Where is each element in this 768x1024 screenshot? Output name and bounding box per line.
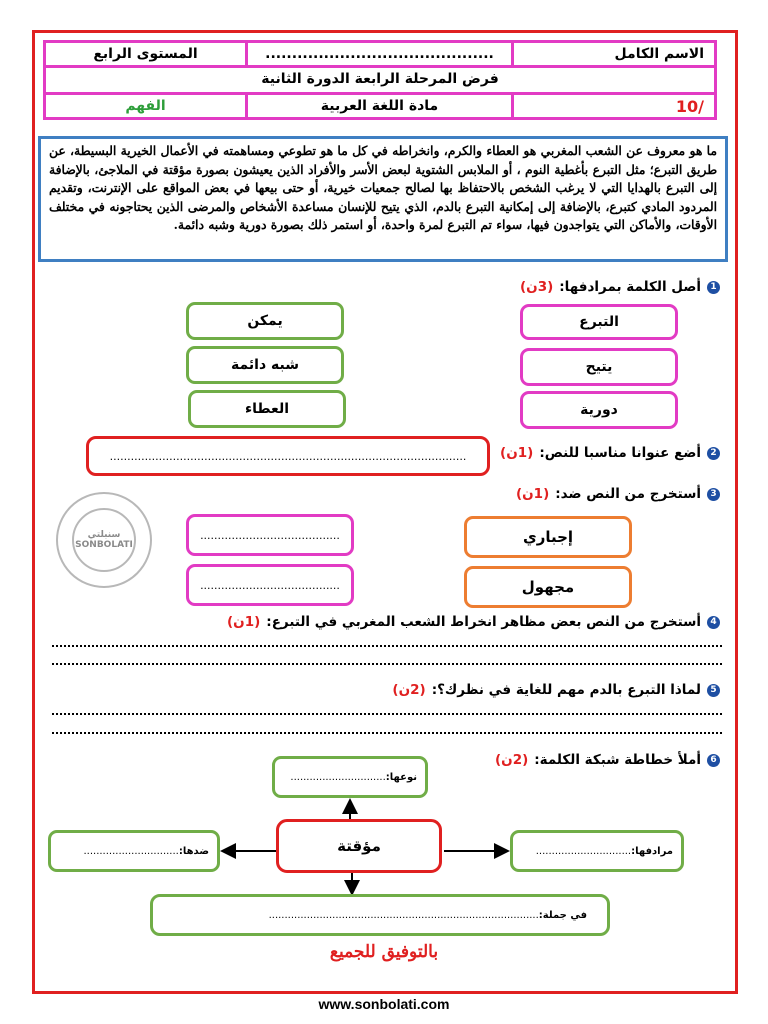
word-text: دورية — [580, 402, 618, 418]
question-5-text: لماذا التبرع بالدم مهم للغاية في نظرك؟: — [431, 682, 701, 698]
word-map-center — [276, 819, 442, 873]
word-text: يمكن — [247, 313, 283, 329]
score-text: /10 — [675, 96, 704, 116]
reading-text: ما هو معروف عن الشعب المغربي هو العطاء والكرم، وانخراطه في كل ما هو تطوعي ومساهمته في الأعمال الخيرية البسيطة، عن طريق التبرع؛ مثل التبرع بأغطية النوم ، أو الملابس الشتوية لبعض الأسر والأفراد الذين يعيشون بصورة مؤقتة في الملاجئ، بالإضافة إلى التبرع بالهدايا التي لا يرغب الشخص بالاحتفاظ بها لصالح جمعيات خيرية، أو حتى بيعها في بعض المواقع على الإنترنت، وتقديم المردود المادي كتبرع، بالإضافة إلى إمكانية التبرع بالدم، الذي يتيح للإنسان مساعدة الأشخاص والمرضى الذين يحتاجونه في مختلف الأوقات، والأماكن التي يتواجدون فيها، سواء تم التبرع لمرة واحدة، أو استمر ذلك بصورة دورية وشبه دائمة. — [49, 143, 717, 233]
question-number-2: 2 — [707, 447, 720, 460]
title-answer-blank[interactable]: ...................................................................................................... — [109, 449, 467, 463]
word-map-sentence-box[interactable] — [150, 894, 610, 936]
footer-website[interactable]: www.sonbolati.com — [318, 996, 450, 1012]
seal-latin: SONBOLATI — [75, 540, 133, 550]
question-number-3: 3 — [707, 488, 720, 501]
word-text: شبه دائمة — [231, 357, 299, 373]
closing-wish: بالتوفيق للجميع — [329, 942, 439, 962]
level-text: المستوى الرابع — [93, 46, 198, 62]
question-3-points: (1ن) — [515, 486, 550, 502]
word-text: يتيح — [585, 359, 613, 375]
question-5-points: (2ن) — [392, 682, 426, 698]
word-text: العطاء — [245, 401, 290, 417]
type-label: نوعها: — [385, 771, 417, 783]
word-text: إجباري — [522, 528, 574, 546]
name-blank[interactable]: ........................................... — [265, 46, 494, 62]
question-2-text: أضع عنوانا مناسبا للنص: — [539, 445, 701, 461]
question-4-text: أستخرج من النص بعض مظاهر انخراط الشعب المغربي في التبرع: — [266, 614, 701, 630]
question-number-5: 5 — [707, 684, 720, 697]
exam-title: فرض المرحلة الرابعة الدورة الثانية — [261, 71, 499, 87]
type-blank[interactable]: .............................. — [290, 771, 386, 783]
antonym-blank[interactable]: ........................................ — [200, 578, 340, 592]
question-4-points: (1ن) — [227, 614, 261, 630]
question-number-1: 1 — [707, 281, 720, 294]
word-map-synonym-box[interactable] — [510, 830, 684, 872]
subject-text: مادة اللغة العربية — [320, 98, 439, 114]
antonym-blank[interactable]: ........................................ — [200, 528, 340, 542]
question-1-text: أصل الكلمة بمرادفها: — [559, 279, 701, 295]
question-6-points: (2ن) — [495, 752, 529, 768]
question-number-4: 4 — [707, 616, 720, 629]
word-text: مجهول — [521, 578, 575, 596]
question-2-points: (1ن) — [500, 445, 534, 461]
seal-name: سنبلتي — [87, 530, 121, 540]
full-name-label: الاسم الكامل — [614, 46, 704, 62]
word-text: التبرع — [579, 314, 619, 330]
synonym-label: مرادفها: — [631, 845, 673, 857]
word-map-type-box[interactable] — [272, 756, 428, 798]
word-map-antonym-box[interactable] — [48, 830, 220, 872]
sentence-label: في جملة: — [538, 909, 587, 921]
synonym-blank[interactable]: .............................. — [535, 845, 632, 857]
component-text: الفهم — [125, 98, 166, 114]
center-word: مؤقتة — [337, 837, 381, 855]
question-3-text: أستخرج من النص ضد: — [555, 486, 701, 502]
antonym-label: ضدها: — [178, 845, 209, 857]
antonym-map-blank[interactable]: .............................. — [83, 845, 179, 857]
question-1-points: (3ن) — [520, 279, 554, 295]
question-6-text: أملأ خطاطة شبكة الكلمة: — [534, 752, 701, 768]
question-number-6: 6 — [707, 754, 720, 767]
sentence-blank[interactable]: ..................................................................................... — [268, 909, 539, 921]
